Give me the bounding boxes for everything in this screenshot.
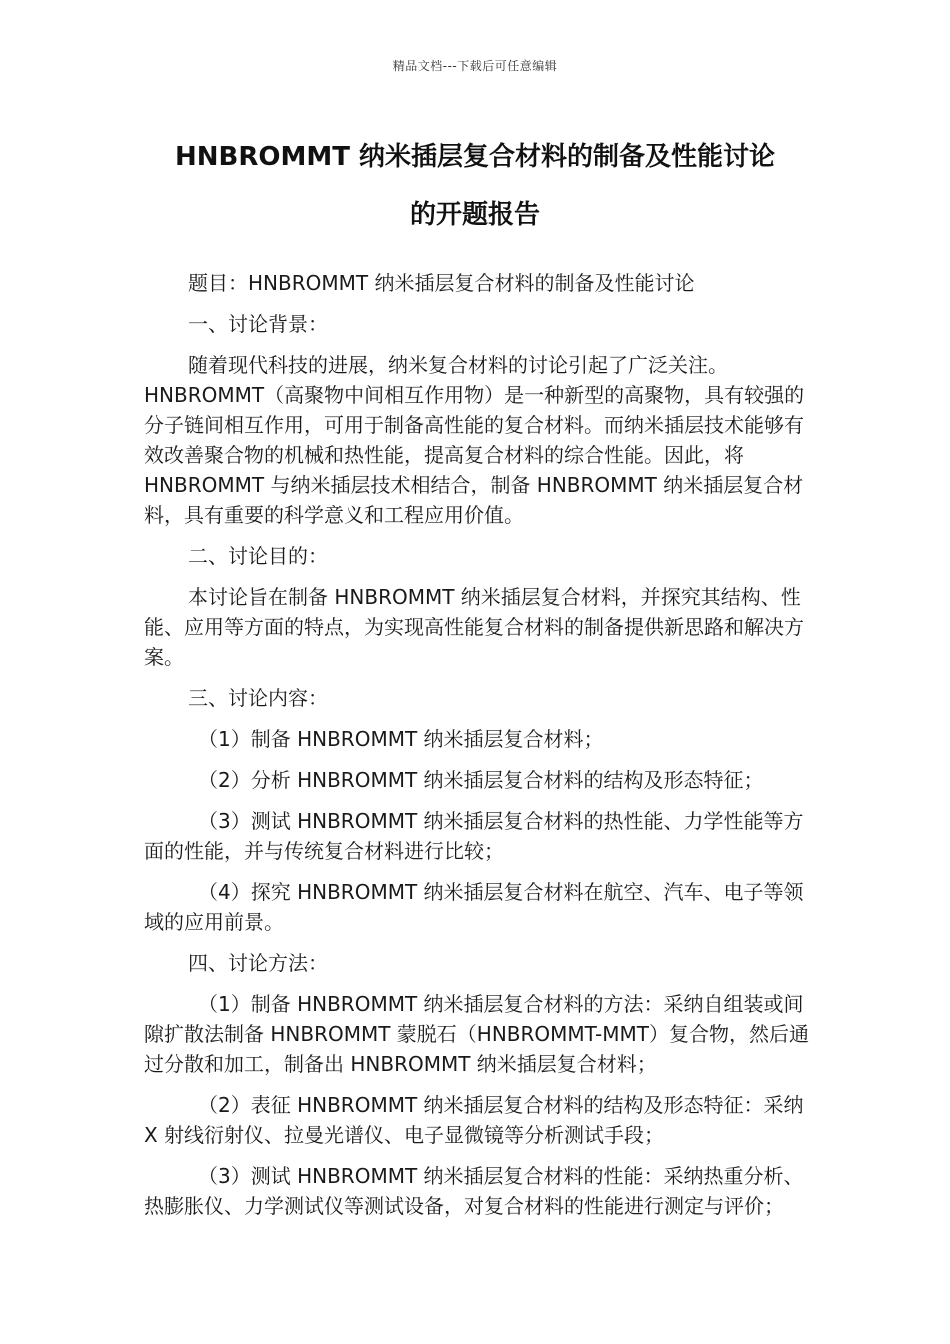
section-heading-content: 三、讨论内容： <box>188 686 328 710</box>
content-item-2: （2）分析 HNBROMMT 纳米插层复合材料的结构及形态特征； <box>198 768 764 792</box>
section-heading-purpose: 二、讨论目的： <box>188 544 328 568</box>
section-heading-method: 四、讨论方法： <box>188 951 328 975</box>
section-body-background: 随着现代科技的进展，纳米复合材料的讨论引起了广泛关注。HNBROMMT（高聚物中间相互作用物）是一种新型的高聚物，具有较强的分子链间相互作用，可用于制备高性能的复合材料。而纳米插层技术能够有效改善聚合物的机械和热性能，提高复合材料的综合性能。因此，将 HNBROMMT 与纳米插层技术相结合，制备 HNBROMMT 纳米插层复合材料，具有重要的科学意义和工程应用价值。 <box>144 353 805 527</box>
subject-line: 题目：HNBROMMT 纳米插层复合材料的制备及性能讨论 <box>188 271 695 295</box>
document-body <box>144 268 812 1232</box>
content-item-3: （3）测试 HNBROMMT 纳米插层复合材料的热性能、力学性能等方面的性能，并与传统复合材料进行比较； <box>144 809 804 863</box>
method-item-3: （3）测试 HNBROMMT 纳米插层复合材料的性能：采纳热重分析、热膨胀仪、力学测试仪等测试设备，对复合材料的性能进行测定与评价； <box>144 1164 804 1218</box>
title-line-2: 的开题报告 <box>409 200 540 230</box>
method-item-1: （1）制备 HNBROMMT 纳米插层复合材料的方法：采纳自组装或间隙扩散法制备 HNBROMMT 蒙脱石（HNBROMMT-MMT）复合物，然后通过分散和加工，制备出 HNBROMMT 纳米插层复合材料； <box>144 992 809 1076</box>
section-body-purpose: 本讨论旨在制备 HNBROMMT 纳米插层复合材料，并探究其结构、性能、应用等方面的特点，为实现高性能复合材料的制备提供新思路和解决方案。 <box>144 585 804 669</box>
title-line-1: HNBROMMT 纳米插层复合材料的制备及性能讨论 <box>175 142 775 172</box>
method-item-2: （2）表征 HNBROMMT 纳米插层复合材料的结构及形态特征：采纳 X 射线衍射仪、拉曼光谱仪、电子显微镜等分析测试手段； <box>144 1093 804 1147</box>
header-note: 精品文档---下载后可任意编辑 <box>392 59 558 73</box>
content-item-1: （1）制备 HNBROMMT 纳米插层复合材料； <box>198 727 604 751</box>
content-item-4: （4）探究 HNBROMMT 纳米插层复合材料在航空、汽车、电子等领域的应用前景。 <box>144 880 804 934</box>
section-heading-background: 一、讨论背景： <box>188 312 328 336</box>
document-title <box>95 128 855 244</box>
